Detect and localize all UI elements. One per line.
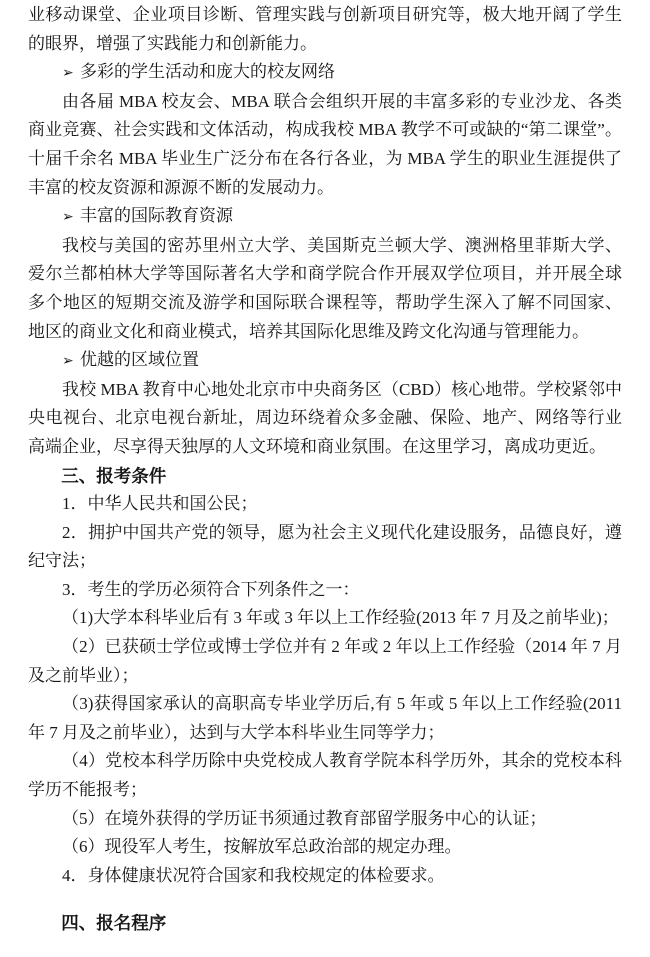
item-education-requirement: 3．考生的学历必须符合下列条件之一： xyxy=(62,579,360,599)
item-health-requirement: 4．身体健康状况符合国家和我校规定的体检要求。 xyxy=(62,865,445,885)
item-college-experience: （3)获得国家承认的高职高专毕业学历后,有 5 年或 5 年以上工作经验(2011 年 7 月及之前毕业），达到与大学本科毕业生同等学力； xyxy=(28,694,622,742)
bullet-student-activities-label: 多彩的学生活动和庞大的校友网络 xyxy=(80,62,336,82)
arrow-bullet-icon: ➢ xyxy=(62,65,74,82)
arrow-bullet-icon: ➢ xyxy=(62,353,74,370)
paragraph-international-partners: 我校与美国的密苏里州立大学、美国斯克兰顿大学、澳洲格里菲斯大学、爱尔兰都柏林大学等国际著名大学和商学院合作开展双学位项目，并开展全球多个地区的短期交流及游学和国际联合课程等，帮助学生深入了解不同国家、地区的商业文化和商业模式，培养其国际化思维及跨文化沟通与管理能力。 xyxy=(28,235,622,341)
bullet-location-advantage xyxy=(28,346,622,376)
bullet-international-education xyxy=(28,202,622,232)
item-bachelor-experience: （1)大学本科毕业后有 3 年或 3 年以上工作经验(2013 年 7 月及之前毕业)； xyxy=(62,608,619,628)
heading-application-requirements: 三、报考条件 xyxy=(61,465,167,486)
bullet-location-advantage-label: 优越的区域位置 xyxy=(80,350,200,370)
paragraph-alumni-network: 由各届 MBA 校友会、MBA 联合会组织开展的丰富多彩的专业沙龙、各类商业竞赛、社会实践和文体活动，构成我校 MBA 教学不可或缺的“第二课堂”。十届千余名 MBA 毕业生广泛分布在各行各业，为 MBA 学生的职业生涯提供了丰富的校友资源和源源不断的发展动力。 xyxy=(28,91,622,197)
bullet-international-education-label: 丰富的国际教育资源 xyxy=(80,206,234,226)
item-party-school-restriction: （4）党校本科学历除中央党校成人教育学院本科学历外，其余的党校本科学历不能报考； xyxy=(28,751,622,800)
heading-registration-procedure: 四、报名程序 xyxy=(61,913,167,934)
bullet-student-activities xyxy=(28,58,622,88)
item-master-doctor-experience: （2）已获硕士学位或博士学位并有 2 年或 2 年以上工作经验（2014 年 7 月及之前毕业）； xyxy=(28,637,622,685)
item-citizenship: 1．中华人民共和国公民； xyxy=(62,494,258,514)
paragraph-cbd-location: 我校 MBA 教育中心地处北京市中央商务区（CBD）核心地带。学校紧邻中央电视台、北京电视台新址，周边环绕着众多金融、保险、地产、网络等行业高端企业，尽享得天独厚的人文环境和商业氛围。在这里学习，离成功更近。 xyxy=(28,379,622,456)
item-overseas-certificate: （5）在境外获得的学历证书须通过教育部留学服务中心的认证； xyxy=(62,808,547,828)
item-political-conduct: 2．拥护中国共产党的领导，愿为社会主义现代化建设服务，品德良好，遵纪守法； xyxy=(28,522,622,571)
paragraph-practical-ability: 业移动课堂、企业项目诊断、管理实践与创新项目研究等，极大地开阔了学生的眼界，增强了实践能力和创新能力。 xyxy=(28,5,622,53)
arrow-bullet-icon: ➢ xyxy=(62,209,74,226)
item-military-candidates: （6）现役军人考生，按解放军总政治部的规定办理。 xyxy=(62,837,462,857)
